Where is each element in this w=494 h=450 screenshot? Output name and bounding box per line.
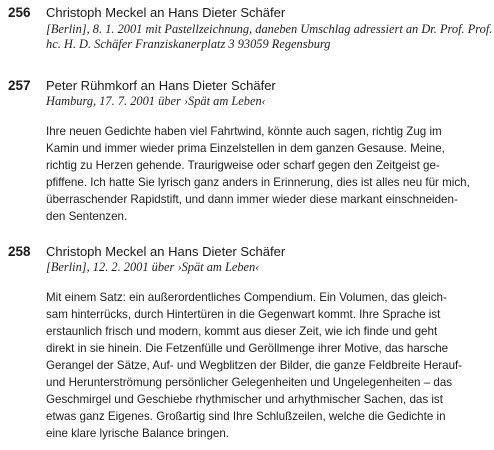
entry-number: 258 bbox=[8, 244, 31, 259]
excerpt-line: direkt in sie hinein. Die Fetzenfülle und Geröllmenge ihrer Motive, das harsche bbox=[46, 342, 449, 355]
entry-subheading bbox=[46, 22, 493, 52]
excerpt-line: den Sentenzen. bbox=[46, 210, 128, 223]
excerpt-line: pfiffene. Ich hatte Sie lyrisch ganz anders in Erinnerung, dies ist alles neu für mich, bbox=[46, 176, 470, 189]
excerpt-line: Gerangel der Sätze, Auf- und Wegblitzen der Bilder, die ganze Feldbreite Herauf- bbox=[46, 359, 463, 372]
subheading-line: [Berlin], 8. 1. 2001 mit Pastellzeichnung, daneben Umschlag adressiert an Dr. Prof. Prof. bbox=[46, 22, 493, 36]
excerpt-line: und Herunterströmung persönlicher Gelegenheiten und Ungelegenheiten – das bbox=[46, 376, 453, 389]
subheading-line: hc. H. D. Schäfer Franziskanerplatz 3 93059 Regensburg bbox=[46, 37, 331, 51]
excerpt-line: etwas ganz Eigenes. Großartig sind Ihre Schlußzeilen, welche die Gedichte in bbox=[46, 410, 446, 423]
entry-number: 256 bbox=[8, 5, 31, 20]
excerpt-line: sam hinterrücks, durch Hintertüren in die Gegenwart kommt. Ihre Sprache ist bbox=[46, 308, 441, 321]
subheading-line: [Berlin], 12. 2. 2001 über ›Spät am Leben‹ bbox=[46, 260, 260, 274]
excerpt-line: Kamin und immer wieder prima Einzelstellen in dem ganzen Gesause. Meine, bbox=[46, 142, 445, 155]
excerpt-line: Geschmirgel und Geschiebe rhythmischer und arhythmischer Sachen, das ist bbox=[46, 393, 443, 406]
letter-excerpt bbox=[46, 289, 482, 442]
excerpt-line: eine klare lyrische Balance bringen. bbox=[46, 427, 230, 440]
excerpt-line: Ihre neuen Gedichte haben viel Fahrtwind, könnte auch sagen, richtig Zug im bbox=[46, 125, 442, 138]
excerpt-line: Mit einem Satz: ein außerordentliches Compendium. Ein Volumen, das gleich- bbox=[46, 291, 447, 304]
excerpt-line: erstaunlich frisch und modern, kommt aus dieser Zeit, wie ich finde und geht bbox=[46, 325, 438, 338]
letter-excerpt bbox=[46, 123, 482, 225]
entry-subheading bbox=[46, 94, 486, 109]
subheading-line: Hamburg, 17. 7. 2001 über ›Spät am Leben‹ bbox=[46, 94, 266, 108]
entry-subheading bbox=[46, 260, 486, 275]
excerpt-line: richtig zu Herzen gehende. Traurigweise oder scharf gegen den Zeitgeist ge- bbox=[46, 159, 440, 172]
entry-heading: Christoph Meckel an Hans Dieter Schäfer bbox=[46, 244, 286, 259]
entry-heading: Christoph Meckel an Hans Dieter Schäfer bbox=[46, 5, 286, 20]
entry-number: 257 bbox=[8, 78, 31, 93]
excerpt-line: überraschender Rapidstift, und dann immer wieder diese markant einschneiden- bbox=[46, 193, 458, 206]
entry-heading: Peter Rühmkorf an Hans Dieter Schäfer bbox=[46, 78, 276, 93]
